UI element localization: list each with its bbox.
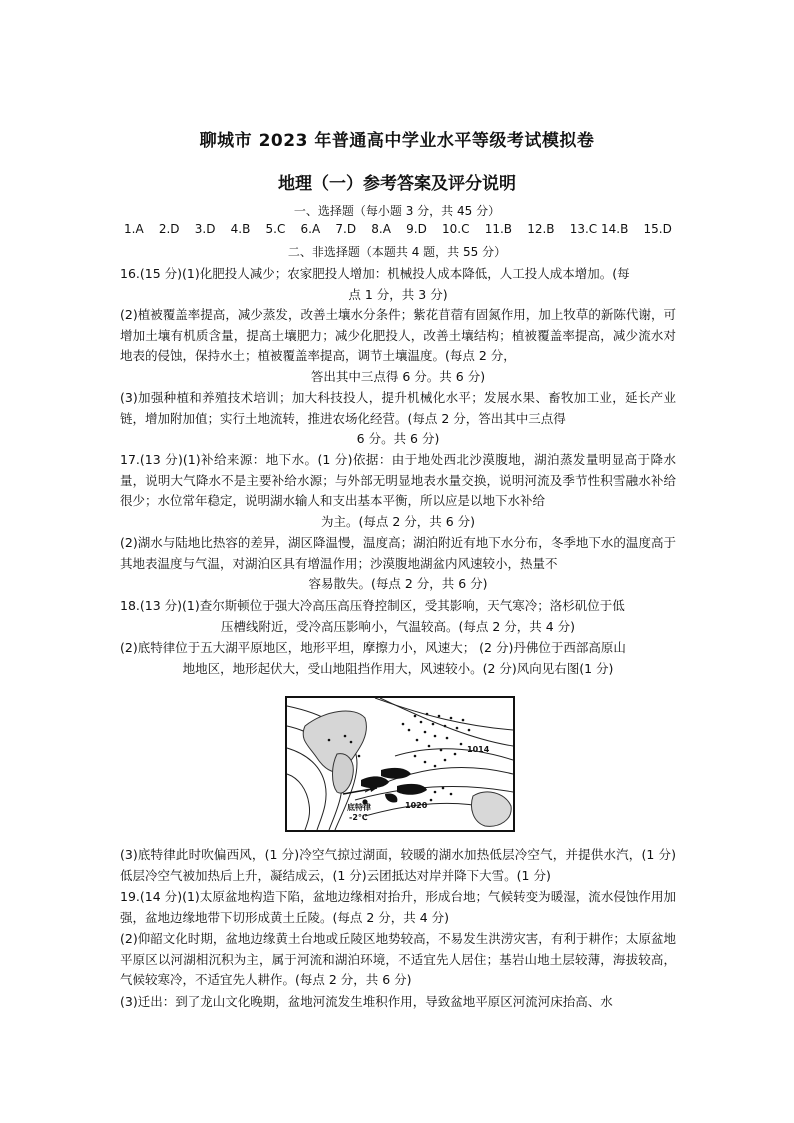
- page-title: 聊城市 2023 年普通高中学业水平等级考试模拟卷: [199, 131, 595, 151]
- answer-item: 12.B: [527, 222, 555, 236]
- q17-part1-tail: 为主。(每点 2 分，共 6 分): [320, 513, 476, 529]
- q18-part2: [120, 638, 676, 679]
- answer-item: 3.D: [194, 222, 216, 236]
- q18-part3: (3)底特律此时吹偏西风，(1 分)冷空气掠过湖面，较暖的湖水加热低层冷空气，并提供水汽，(1 分)低层冷空气被加热后上升，凝结成云，(1 分)云团抵达对岸并降下大雪。(1 分): [120, 847, 676, 883]
- q16-part1: [120, 264, 676, 305]
- q17-part2-text: (2)湖水与陆地比热容的差异，湖区降温慢，温度高；湖泊附近有地下水分布，冬季地下水的温度高于其地表温度与气温，对湖泊区具有增温作用；沙漠腹地湖盆内风速较小，热量不: [120, 535, 676, 571]
- weather-map-figure: [285, 696, 515, 832]
- q19-part3: (3)迁出：到了龙山文化晚期，盆地河流发生堆积作用，导致盆地平原区河流河床抬高、水: [120, 994, 613, 1009]
- answer-item: 5.C: [265, 222, 286, 236]
- q16-part1-tail: 点 1 分，共 3 分): [348, 286, 448, 302]
- q16-part1-line: 16.(15 分)(1)化肥投人减少；农家肥投人增加：机械投人成本降低，人工投人成本增加。(每: [120, 266, 630, 281]
- q17-part1: [120, 450, 676, 532]
- answer-item: 13.C 14.B: [569, 222, 629, 236]
- isobar-label-1020: 1020: [405, 801, 428, 810]
- answer-item: 4.B: [230, 222, 251, 236]
- answer-item: 2.D: [158, 222, 180, 236]
- q17-part2-tail: 容易散失。(每点 2 分，共 6 分): [308, 576, 488, 591]
- q19-part1: 19.(14 分)(1)太原盆地构造下陷，盆地边缘相对抬升，形成台地；气候转变为暖湿，流水侵蚀作用加强，盆地边缘地带下切形成黄土丘陵。(每点 2 分，共 4 分): [120, 889, 676, 925]
- answer-item: 11.B: [484, 222, 513, 236]
- q16-part3: [120, 388, 676, 450]
- section1-heading: 一、选择题（每小题 3 分，共 45 分）: [293, 204, 501, 218]
- q18-part2-tail: 地地区，地形起伏大，受山地阻挡作用大，风速较小。(2 分)风向见右图(1 分): [182, 660, 614, 676]
- q18-part1: [120, 596, 676, 637]
- q16-part2-tail: 答出其中三点得 6 分。共 6 分): [310, 368, 486, 384]
- q18-part2-line: (2)底特律位于五大湖平原地区，地形平坦，摩擦力小，风速大； (2 分)丹佛位于西部高原山: [120, 640, 626, 655]
- q16-part2: [120, 305, 676, 387]
- q17-part2: [120, 533, 676, 595]
- temperature-label: -2℃: [349, 813, 368, 822]
- page-subtitle: 地理（一）参考答案及评分说明: [278, 174, 516, 194]
- q16-part2-text: (2)植被覆盖率提高，减少蒸发，改善土壤水分条件；紫花苜蓿有固氮作用，加上牧草的新陈代谢，可增加土壤有机质含量，提高土壤肥力；减少化肥投人，改善土壤结构；植被覆盖率提高，减少流水对地表的侵蚀，保持水土；植被覆盖率提高，调节土壤温度。(每点 2 分，: [120, 307, 676, 363]
- answer-list: [124, 222, 672, 236]
- q16-part3-tail: 6 分。共 6 分): [356, 431, 440, 446]
- q19-part2: (2)仰韶文化时期，盆地边缘黄土台地或丘陵区地势较高，不易发生洪涝灾害，有利于耕作；太原盆地平原区以河湖相沉积为主，属于河流和湖泊环境，不适宜先人居住；基岩山地土层较薄，海拔较高，气候较寒冷，不适宜先人耕作。(每点 2 分，共 6 分): [120, 931, 676, 987]
- answer-item: 1.A: [124, 222, 144, 236]
- q16-part3-text: (3)加强种植和养殖技术培训；加大科技投人，提升机械化水平；发展水果、畜牧加工业，延长产业链，增加附加值；实行土地流转，推进农场化经营。(每点 2 分，答出其中三点得: [120, 390, 676, 426]
- answer-item: 8.A: [371, 222, 391, 236]
- answer-item: 6.A: [300, 222, 321, 236]
- q18-part1-tail: 压槽线附近，受冷高压影响小，气温较高。(每点 2 分，共 4 分): [220, 618, 576, 634]
- city-label: 底特律: [347, 803, 371, 812]
- answer-item: 10.C: [442, 222, 470, 236]
- q17-part1-text: 17.(13 分)(1)补给来源：地下水。(1 分)依据：由于地处西北沙漠腹地，湖泊蒸发量明显高于降水量，说明大气降水不是主要补给水源；与外部无明显地表水量交换，说明河流及季节性积雪融水补给很少；水位常年稳定，说明湖水输人和支出基本平衡，所以应是以地下水补给: [120, 452, 676, 508]
- answer-item: 15.D: [643, 222, 672, 236]
- answer-item: 9.D: [406, 222, 427, 236]
- isobar-label-1014: 1014: [467, 745, 490, 754]
- section2-heading: 二、非选择题（本题共 4 题，共 55 分）: [287, 245, 507, 259]
- q18-part1-line: 18.(13 分)(1)查尔斯顿位于强大冷高压高压脊控制区，受其影响，天气寒冷；洛杉矶位于低: [120, 598, 625, 613]
- answer-item: 7.D: [335, 222, 357, 236]
